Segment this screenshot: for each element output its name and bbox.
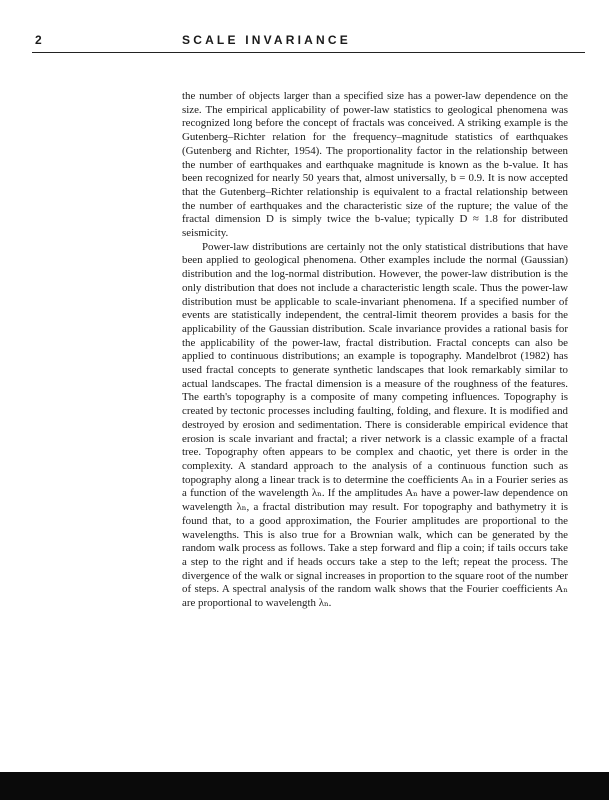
page-header xyxy=(0,30,609,56)
running-head: SCALE INVARIANCE xyxy=(182,33,351,47)
scan-bottom-edge xyxy=(0,772,609,800)
body-text xyxy=(182,90,568,611)
header-rule xyxy=(32,52,585,53)
paragraph-1: the number of objects larger than a specified size has a power-law dependence on the size. The empirical applicability of power-law statistics to geological phenomena was recognized long before the concept of fractals was conceived. A striking example is the Gutenberg–Richter relation for the frequency–magnitude statistics of earthquakes (Gutenberg and Richter, 1954). The proportionality factor in the relationship between the number of earthquakes and earthquake magnitude is known as the b-value. It has been recognized for nearly 50 years that, almost universally, b = 0.9. It is now accepted that the Gutenberg–Richter relationship is equivalent to a fractal relationship between the number of earthquakes and the characteristic size of the rupture; the value of the fractal dimension D is simply twice the b-value; typically D ≈ 1.8 for distributed seismicity. xyxy=(182,90,568,240)
page-number: 2 xyxy=(35,33,42,47)
paragraph-2: Power-law distributions are certainly not the only statistical distributions that have been applied to geological phenomena. Other examples include the normal (Gaussian) distribution and the log-normal distribution. However, the power-law distribution is the only distribution that does not include a characteristic length scale. Thus the power-law distribution must be applicable to scale-invariant phenomena. If a specified number of events are statistically independent, the central-limit theorem provides a basis for the applicability of the Gaussian distribution. Scale invariance provides a rational basis for the applicability of the power-law, fractal distribution. Fractal concepts can also be applied to continuous distributions; an example is topography. Mandelbrot (1982) has used fractal concepts to generate synthetic landscapes that look remarkably similar to actual landscapes. The fractal dimension is a measure of the roughness of the features. The earth's topography is a composite of many competing influences. Topography is created by tectonic processes including faulting, folding, and flexure. It is modified and destroyed by erosion and sedimentation. There is considerable empirical evidence that erosion is scale invariant and fractal; a river network is a classic example of a fractal tree. Topography often appears to be complex and chaotic, yet there is order in the complexity. A standard approach to the analysis of a continuous function such as topography along a linear track is to determine the coefficients Aₙ in a Fourier series as a function of the wavelength λₙ. If the amplitudes Aₙ have a power-law dependence on wavelength λₙ, a fractal distribution may result. For topography and bathymetry it is found that, to a good approximation, the Fourier amplitudes are proportional to the wavelengths. This is also true for a Brownian walk, which can be generated by the random walk process as follows. Take a step forward and flip a coin; if tails occurs take a step to the right and if heads occurs take a step to the left; repeat the process. The divergence of the walk or signal increases in proportion to the square root of the number of steps. A spectral analysis of the random walk shows that the Fourier coefficients Aₙ are proportional to wavelength λₙ. xyxy=(182,240,568,610)
